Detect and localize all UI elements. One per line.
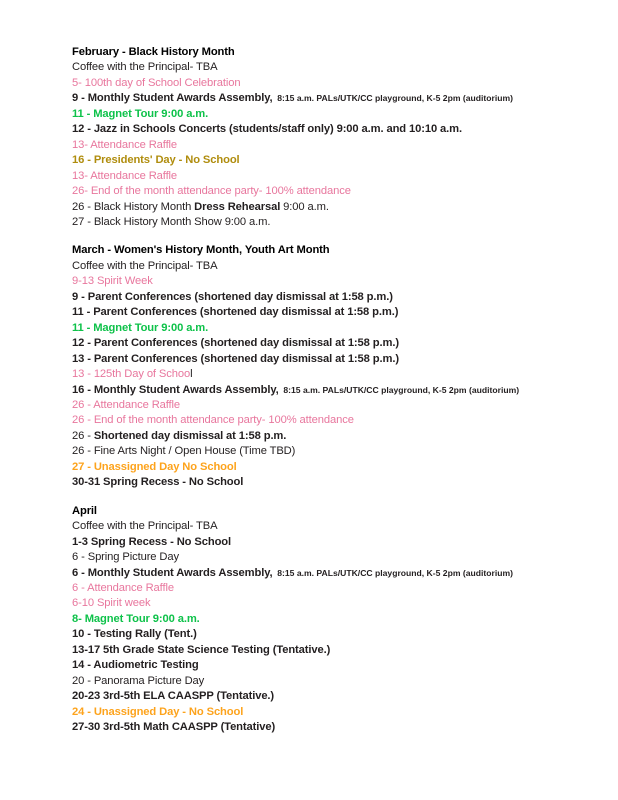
event-time-location-note: 8:15 a.m. PALs/UTK/CC playground, K-5 2pm (auditorium) (278, 384, 520, 395)
month-heading: March - Women's History Month, Youth Art Month (72, 244, 330, 257)
event-text: 26 - Fine Arts Night / Open House (Time TBD) (72, 445, 296, 458)
calendar-event-line (72, 169, 618, 184)
calendar-event-line (72, 658, 618, 673)
event-text: 11 - Magnet Tour 9:00 a.m. (72, 321, 209, 334)
calendar-event-line (72, 367, 618, 382)
event-text: 5- 100th day of School Celebration (72, 76, 241, 89)
event-text: 12 - Jazz in Schools Concerts (students/staff only) 9:00 a.m. and 10:10 a.m. (72, 123, 462, 136)
calendar-event-line (72, 460, 618, 475)
event-text-stray-char: l (190, 368, 193, 381)
event-text: 20-23 3rd-5th ELA CAASPP (Tentative.) (72, 690, 275, 703)
calendar-event-line (72, 398, 618, 413)
event-text: Coffee with the Principal- TBA (72, 61, 218, 74)
event-text: 20 - Panorama Picture Day (72, 674, 205, 687)
event-text: 30-31 Spring Recess - No School (72, 476, 244, 489)
calendar-event-line (72, 612, 618, 627)
calendar-event-line (72, 91, 618, 106)
calendar-event-line (72, 705, 618, 720)
calendar-event-line (72, 383, 618, 398)
event-text: Coffee with the Principal- TBA (72, 520, 218, 533)
event-time-location-note: 8:15 a.m. PALs/UTK/CC playground, K-5 2pm (auditorium) (272, 93, 513, 104)
calendar-event-line (72, 336, 618, 351)
calendar-event-line (72, 413, 618, 428)
calendar-event-line (72, 352, 618, 367)
month-block (72, 243, 618, 490)
event-text: 6-10 Spirit week (72, 597, 151, 610)
event-text-tail: 9:00 a.m. (280, 200, 329, 213)
event-text: 26 - (72, 429, 94, 442)
event-text: 16 - Presidents' Day - No School (72, 154, 240, 167)
event-text: 26- End of the month attendance party- 100% attendance (72, 185, 351, 198)
months-container (72, 45, 618, 735)
event-text: 9-13 Spirit Week (72, 275, 153, 288)
event-text: 26 - Attendance Raffle (72, 398, 181, 411)
calendar-event-line (72, 429, 618, 444)
event-text: 27 - Black History Month Show 9:00 a.m. (72, 215, 271, 228)
event-text: 10 - Testing Rally (Tent.) (72, 628, 197, 641)
event-text: 26 - Black History Month (72, 200, 195, 213)
calendar-event-line (72, 76, 618, 91)
calendar-event-line (72, 444, 618, 459)
calendar-event-line (72, 519, 618, 534)
event-text: 8- Magnet Tour 9:00 a.m. (72, 612, 200, 625)
event-text: 6 - Attendance Raffle (72, 581, 174, 594)
calendar-event-line (72, 674, 618, 689)
event-text: 6 - Spring Picture Day (72, 551, 179, 564)
event-text: 1-3 Spring Recess - No School (72, 535, 232, 548)
event-text: 9 - Parent Conferences (shortened day dismissal at 1:58 p.m.) (72, 290, 393, 303)
calendar-event-line (72, 215, 618, 230)
event-text: 9 - Monthly Student Awards Assembly, (72, 92, 273, 105)
event-text: 24 - Unassigned Day - No School (72, 705, 244, 718)
calendar-event-line (72, 122, 618, 137)
month-heading: April (72, 504, 97, 517)
event-text: 26 - End of the month attendance party- 100% attendance (72, 414, 354, 427)
calendar-event-line (72, 184, 618, 199)
calendar-event-line (72, 550, 618, 565)
calendar-event-line (72, 627, 618, 642)
event-text: 12 - Parent Conferences (shortened day dismissal at 1:58 p.m.) (72, 337, 399, 350)
calendar-event-line (72, 60, 618, 75)
calendar-event-line (72, 138, 618, 153)
event-text: 13- Attendance Raffle (72, 169, 178, 182)
event-text: 11 - Parent Conferences (shortened day dismissal at 1:58 p.m.) (72, 306, 399, 319)
calendar-event-line (72, 689, 618, 704)
event-text: 27-30 3rd-5th Math CAASPP (Tentative) (72, 721, 276, 734)
event-text-emphasis: Dress Rehearsal (194, 200, 281, 213)
calendar-event-line (72, 535, 618, 550)
event-text: 13 - 125th Day of Schoo (72, 368, 191, 381)
calendar-event-line (72, 643, 618, 658)
event-text: 27 - Unassigned Day No School (72, 460, 237, 473)
event-text: 13 - Parent Conferences (shortened day dismissal at 1:58 p.m.) (72, 352, 399, 365)
event-text: 11 - Magnet Tour 9:00 a.m. (72, 107, 209, 120)
month-heading: February - Black History Month (72, 46, 235, 58)
month-block (72, 45, 618, 230)
calendar-event-line (72, 200, 618, 215)
calendar-event-line (72, 305, 618, 320)
event-text: 14 - Audiometric Testing (72, 659, 199, 672)
month-block (72, 504, 618, 736)
calendar-event-line (72, 274, 618, 289)
event-text: 6 - Monthly Student Awards Assembly, (72, 566, 273, 579)
calendar-event-line (72, 290, 618, 305)
calendar-event-line (72, 720, 618, 735)
calendar-event-line (72, 475, 618, 490)
calendar-event-line (72, 596, 618, 611)
calendar-event-line (72, 107, 618, 122)
calendar-event-line (72, 581, 618, 596)
calendar-event-line (72, 153, 618, 168)
event-time-location-note: 8:15 a.m. PALs/UTK/CC playground, K-5 2pm (auditorium) (272, 567, 513, 578)
event-text-emphasis: Shortened day dismissal at 1:58 p.m. (93, 429, 287, 442)
event-text: 16 - Monthly Student Awards Assembly, (72, 383, 279, 396)
event-text: 13- Attendance Raffle (72, 138, 178, 151)
calendar-event-line (72, 259, 618, 274)
calendar-event-line (72, 566, 618, 581)
event-text: Coffee with the Principal- TBA (72, 259, 218, 272)
event-text: 13-17 5th Grade State Science Testing (Tentative.) (72, 643, 331, 656)
calendar-event-line (72, 321, 618, 336)
